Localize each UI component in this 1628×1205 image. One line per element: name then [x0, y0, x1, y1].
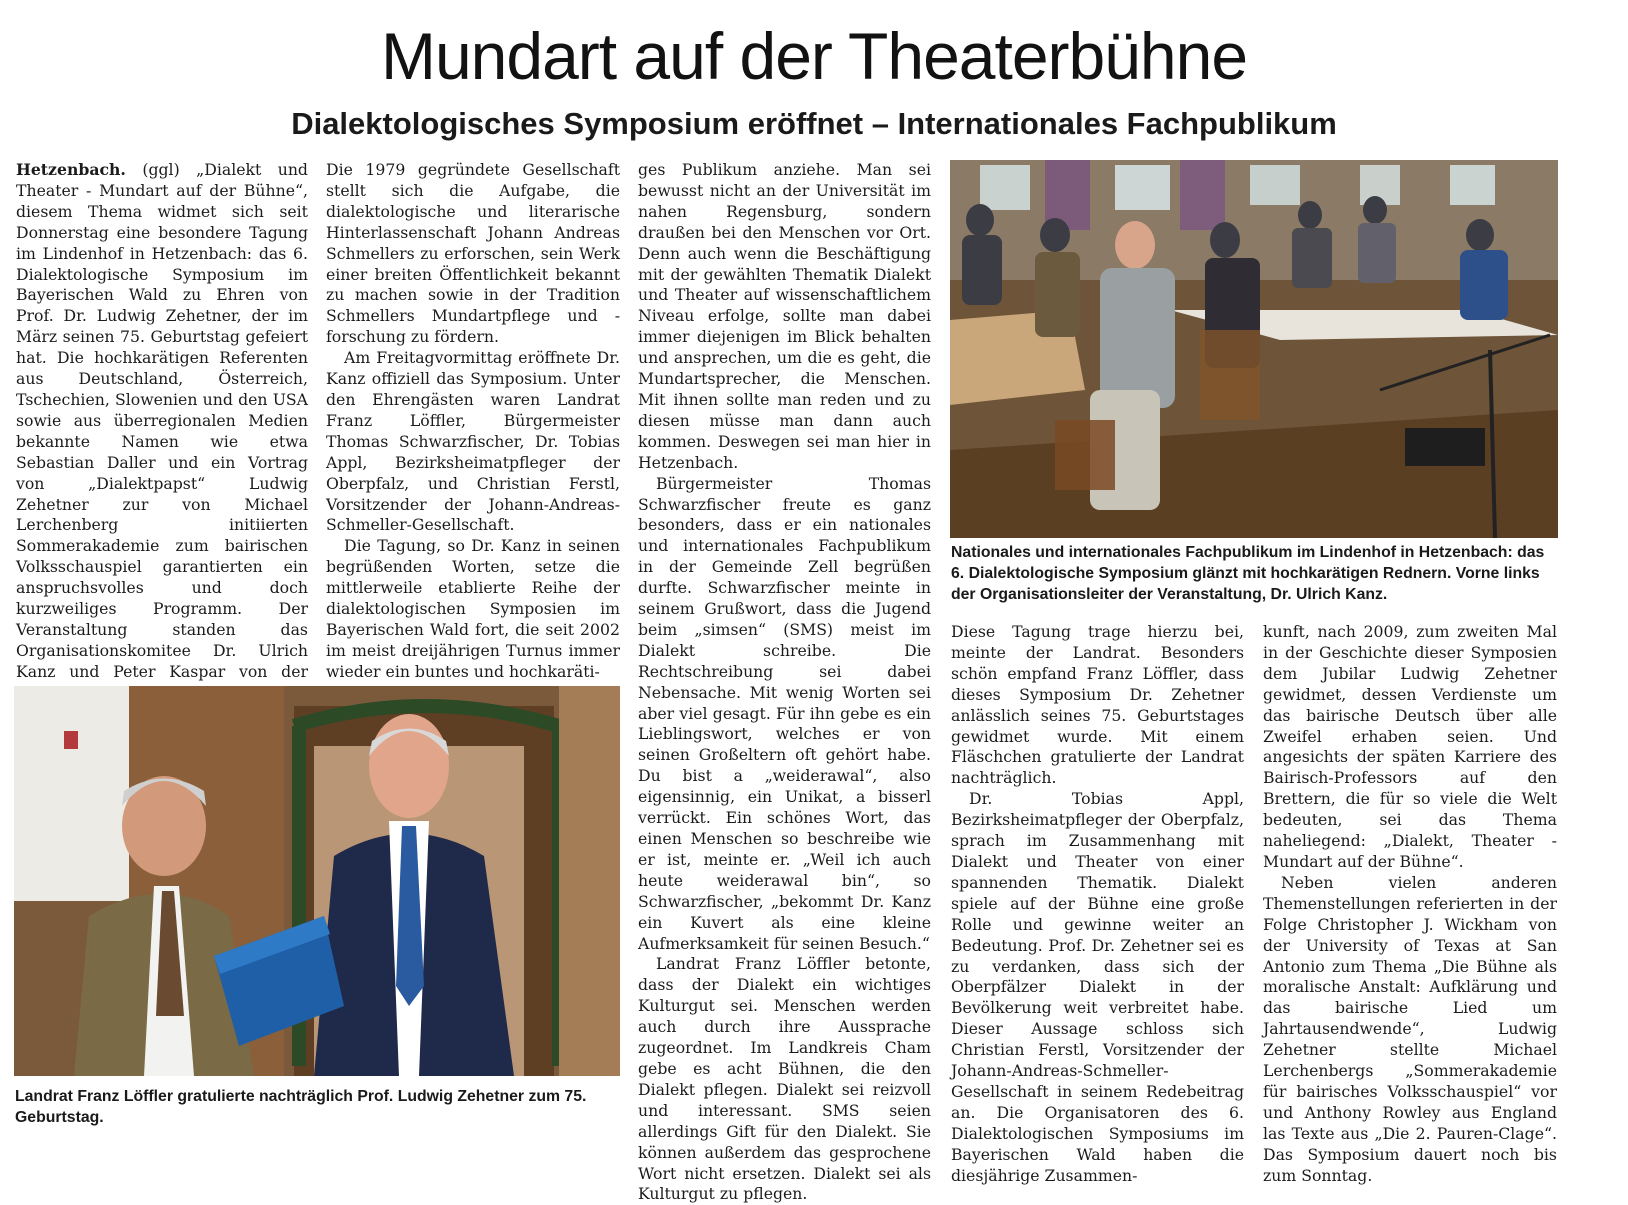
article-paragraph: Neben vielen anderen Themenstellungen referierten in der Folge Christopher J. Wickham von der University of Texas at San Antonio zum Thema „Die Bühne als moralische Anstalt: Aufklärung und das bairische Lied um Jahrtausendwende“, Ludwig Zehetner stellte Michael Lerchenbergs „Sommerakademie für bairisches Volksschauspiel“ vor und Anthony Rowley aus England las Texte aus „Die 2. Pauren-Clage“. Das Symposium dauert noch bis zum Sonntag.: [1263, 872, 1557, 1185]
article-paragraph: [16, 160, 308, 724]
article-paragraph: Bürgermeister Thomas Schwarzfischer freute es ganz besonders, dass er ein nationales und internationales Fachpublikum in der Gemeinde Zell begrüßen durfte. Schwarzfischer meinte in seinem Grußwort, dass die Jugend beim „simsen“ (SMS) meist im Dialekt schreibe. Die Rechtschreibung sei dabei Nebensache. Mit wenig Worten sei aber viel gesagt. Für ihn gebe es ein Lieblingswort, welches er von seinen Großeltern oft gehört habe. Du bist a „weiderawal“, also eigensinnig, ein Unikat, a bisserl verrückt. Ein schönes Wort, das einen Menschen so beschreibe wie er ist, meinte er. „Weil ich auch heute weiderawal bin“, so Schwarzfischer, „bekommt Dr. Kanz ein Kuvert als eine kleine Aufmerksamkeit für seinen Besuch.“: [638, 473, 931, 953]
article-column-4: [951, 622, 1244, 1185]
article-paragraph: Die 1979 gegründete Gesellschaft stellt sich die Aufgabe, die dialektologische und literarische Hinterlassenschaft Johann Andreas Schmellers zu erforschen, sein Werk einer breiten Öffentlichkeit bekannt zu machen sowie in der Tradition Schmellers Mundartpflege und -forschung zu fördern.: [326, 160, 620, 347]
headline: Mundart auf der Theaterbühne: [380, 19, 1248, 93]
article-column-2: [326, 160, 620, 681]
article-paragraph: kunft, nach 2009, zum zweiten Mal in der Geschichte dieser Symposien dem Jubilar Ludwig Zehetner gewidmet, dessen Verdienste um das bairische Deutsch über alle Zweifel erhaben seien. Und angesichts der späten Karriere des Bairisch-Professors auf den Brettern, die für so viele die Welt bedeuten, sei das Thema naheliegend: „Dialekt, Theater - Mundart auf der Bühne“.: [1263, 622, 1557, 871]
article-paragraph: Diese Tagung trage hierzu bei, meinte der Landrat. Besonders schön empfand Franz Löffler, dass dieses Symposium Dr. Zehetner anlässlich seines 75. Geburtstages gewidmet wurde. Mit einem Fläschchen gratulierte der Landrat nachträglich.: [951, 622, 1244, 788]
article-paragraph: Landrat Franz Löffler betonte, dass der Dialekt ein wichtiges Kulturgut sei. Menschen werden auch durch ihre Aussprache zugeordnet. Im Landkreis Cham gebe es acht Bühnen, die den Dialekt pflegen. Dialekt sei reizvoll und interessant. SMS seien allerdings Gift für den Dialekt. Sie können außerdem das gesprochene Wort nicht ersetzen. Dialekt sei als Kulturgut zu pflegen.: [638, 954, 931, 1204]
bottom-photo-caption: Landrat Franz Löffler gratulierte nachträglich Prof. Ludwig Zehetner zum 75. Geburtstag.: [15, 1088, 587, 1126]
top-photo-caption: Nationales und internationales Fachpublikum im Lindenhof in Hetzenbach: das 6. Dialektologische Symposium glänzt mit hochkarätigen Rednern. Vorne links der Organisationsleiter der Veranstaltung, Dr. Ulrich Kanz.: [951, 544, 1545, 603]
article-column-1: [16, 160, 308, 681]
dateline: Hetzenbach.: [16, 160, 126, 179]
article-column-3: [638, 160, 931, 1204]
gift-photo: [14, 686, 620, 1076]
article-paragraph: Die Tagung, so Dr. Kanz in seinen begrüßenden Worten, setze die mittlerweile etablierte Reihe der dialektologischen Symposien im Bayerischen Wald fort, die seit 2002 im meist dreijährigen Turnus immer wieder ein buntes und hochkaräti-: [326, 536, 620, 681]
article-lead-text: (ggl) „Dialekt und Theater - Mundart auf der Bühne“, diesem Thema widmet sich seit Donnerstag eine besondere Tagung im Lindenhof in Hetzenbach: das 6. Dialektologische Symposium im Bayerischen Wald zu Ehren von Prof. Dr. Ludwig Zehetner, der im März seinen 75. Geburtstag gefeiert hat. Die hochkarätigen Referenten aus Deutschland, Österreich, Tschechien, Slowenien und den USA sowie aus überregionalen Medien bekannte Namen wie etwa Sebastian Daller und ein Vortrag von „Dialektpapst“ Ludwig Zehetner zur von Michael Lerchenberg initiierten Sommerakademie zum bairischen Volksschauspiel garantierten ein anspruchsvolles und doch kurzweiliges Programm. Der Veranstaltung standen das Organisationskomitee Dr. Ulrich Kanz und Peter Kaspar von der: [16, 160, 308, 681]
subheadline: Dialektologisches Symposium eröffnet – Internationales Fachpublikum: [291, 106, 1337, 141]
article-paragraph: Dr. Tobias Appl, Bezirksheimatpfleger der Oberpfalz, sprach im Zusammenhang mit Dialekt und Theater von einer spannenden Thematik. Dialekt spiele auf der Bühne eine große Rolle und gewinne weiter an Bedeutung. Prof. Dr. Zehetner sei es zu verdanken, dass sich der Oberpfälzer Dialekt in der Bevölkerung weit verbreitet habe. Dieser Aussage schloss sich Christian Ferstl, Vorsitzender der Johann-Andreas-Schmeller-Gesellschaft in seinem Redebeitrag an. Die Organisatoren des 6. Dialektologischen Symposiums im Bayerischen Wald haben die diesjährige Zusammen-: [951, 789, 1244, 1185]
article-paragraph: ges Publikum anziehe. Man sei bewusst nicht an der Universität im nahen Regensburg, sondern draußen bei den Menschen vor Ort. Denn auch wenn die Beschäftigung mit der gewählten Thematik Dialekt und Theater auf wissenschaftlichem Niveau erfolge, sollte man dabei immer diejenigen im Blick behalten und ansprechen, um die es geht, die Mundartsprecher, die Menschen. Mit ihnen sollte man reden und zu diesen müsse man dann auch kommen. Deswegen sei man hier in Hetzenbach.: [638, 160, 931, 472]
article-paragraph: Am Freitagvormittag eröffnete Dr. Kanz offiziell das Symposium. Unter den Ehrengästen waren Landrat Franz Löffler, Bürgermeister Thomas Schwarzfischer, Dr. Tobias Appl, Bezirksheimatpfleger der Oberpfalz, und Christian Ferstl, Vorsitzender der Johann-Andreas-Schmeller-Gesellschaft.: [326, 348, 620, 535]
audience-photo: [950, 160, 1558, 538]
article-column-5: [1263, 622, 1557, 1185]
